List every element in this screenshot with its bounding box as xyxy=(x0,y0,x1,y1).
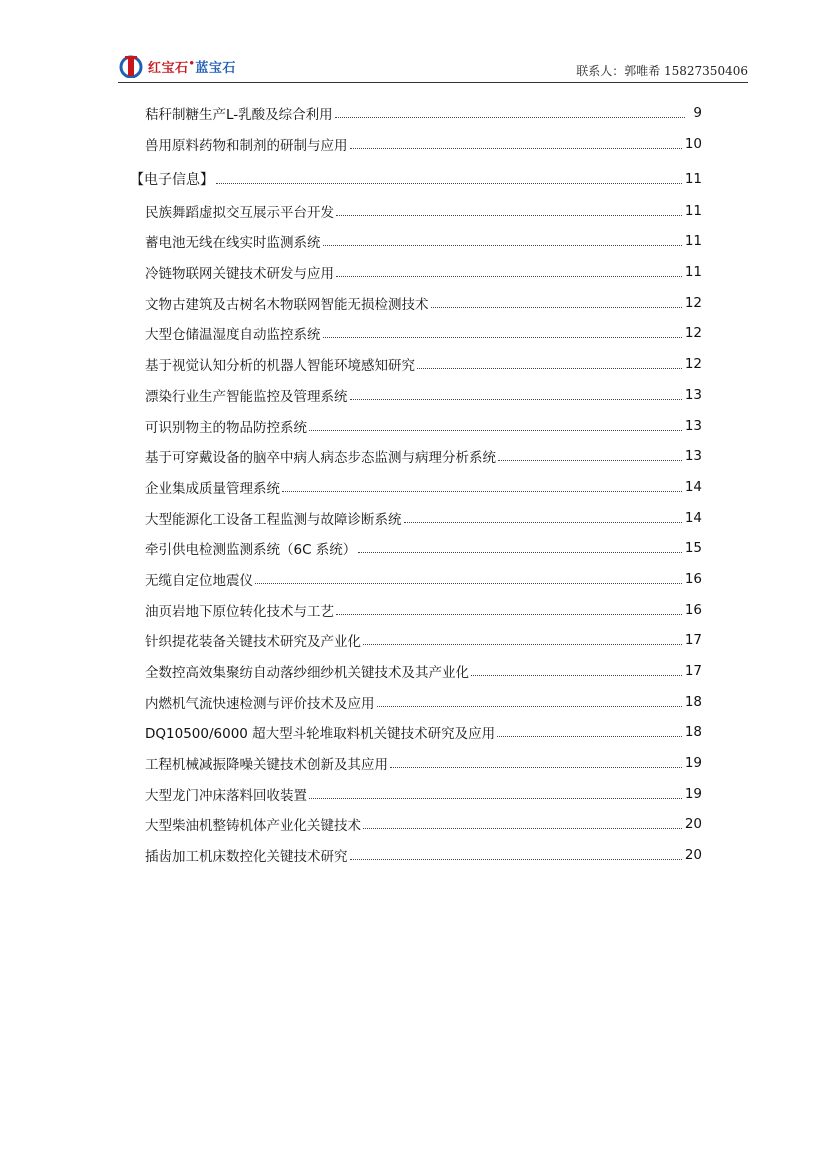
toc-entry[interactable] xyxy=(130,502,702,533)
contact-info: 联系人：郭唯希 15827350406 xyxy=(576,64,748,78)
toc-entry[interactable] xyxy=(130,195,702,226)
toc-entry[interactable] xyxy=(130,287,702,318)
toc-entry-title: 【电子信息】 xyxy=(130,172,214,189)
toc-entry-title: DQ10500/6000 超大型斗轮堆取料机关键技术研究及应用 xyxy=(145,726,496,743)
toc-entry[interactable] xyxy=(130,380,702,411)
toc-entry[interactable] xyxy=(130,717,702,748)
toc-entry[interactable] xyxy=(130,656,702,687)
toc-entry-title: 大型能源化工设备工程监测与故障诊断系统 xyxy=(145,511,402,528)
toc-entry[interactable] xyxy=(130,748,702,779)
toc-entry[interactable] xyxy=(130,625,702,656)
logo-mark-icon xyxy=(118,54,144,78)
toc-dot-leader xyxy=(336,214,682,216)
toc-page-number: 18 xyxy=(684,693,702,710)
toc-entry[interactable] xyxy=(130,410,702,441)
toc-page-number: 17 xyxy=(684,663,702,680)
toc-page-number: 14 xyxy=(684,478,702,495)
toc-dot-leader xyxy=(390,766,682,768)
toc-dot-leader xyxy=(309,797,682,799)
toc-dot-leader xyxy=(282,490,682,492)
toc-dot-leader xyxy=(363,827,682,829)
toc-entry-title: 针织提花装备关键技术研究及产业化 xyxy=(145,634,361,651)
toc-page-number: 13 xyxy=(684,448,702,465)
table-of-contents xyxy=(130,98,702,871)
toc-dot-leader xyxy=(335,116,685,118)
toc-page-number: 19 xyxy=(684,785,702,802)
logo-text-dot: • xyxy=(188,58,196,70)
logo-text-blue: 蓝宝石 xyxy=(195,60,236,76)
toc-dot-leader xyxy=(350,858,682,860)
toc-dot-leader xyxy=(309,429,682,431)
toc-entry-title: 企业集成质量管理系统 xyxy=(145,480,280,497)
toc-page-number: 12 xyxy=(684,294,702,311)
toc-page-number: 11 xyxy=(684,233,702,250)
toc-dot-leader xyxy=(498,459,682,461)
toc-page-number: 11 xyxy=(684,264,702,281)
toc-entry[interactable] xyxy=(130,809,702,840)
toc-dot-leader xyxy=(350,398,682,400)
toc-entry-title: 可识别物主的物品防控系统 xyxy=(145,419,307,436)
toc-dot-leader xyxy=(336,613,682,615)
toc-dot-leader xyxy=(255,582,682,584)
toc-entry-title: 冷链物联网关键技术研发与应用 xyxy=(145,266,334,283)
toc-entry[interactable] xyxy=(130,318,702,349)
toc-page-number: 11 xyxy=(684,171,702,188)
toc-entry-title: 漂染行业生产智能监控及管理系统 xyxy=(145,388,348,405)
toc-entry-title: 兽用原料药物和制剂的研制与应用 xyxy=(145,138,348,155)
toc-page-number: 14 xyxy=(684,509,702,526)
toc-dot-leader xyxy=(363,643,682,645)
toc-entry[interactable] xyxy=(130,778,702,809)
toc-dot-leader xyxy=(404,521,682,523)
toc-entry[interactable] xyxy=(130,257,702,288)
toc-entry[interactable] xyxy=(130,533,702,564)
toc-dot-leader xyxy=(350,147,682,149)
toc-dot-leader xyxy=(417,367,682,369)
toc-entry[interactable] xyxy=(130,840,702,871)
toc-entry-title: 大型仓储温湿度自动监控系统 xyxy=(145,327,321,344)
toc-dot-leader xyxy=(336,275,682,277)
toc-page-number: 12 xyxy=(684,356,702,373)
toc-entry-title: 基于视觉认知分析的机器人智能环境感知研究 xyxy=(145,358,415,375)
page-header xyxy=(118,50,748,83)
toc-page-number: 17 xyxy=(684,632,702,649)
toc-entry-title: 大型柴油机整铸机体产业化关键技术 xyxy=(145,818,361,835)
toc-entry[interactable] xyxy=(130,594,702,625)
toc-page-number: 16 xyxy=(684,570,702,587)
toc-entry[interactable] xyxy=(130,98,702,129)
toc-dot-leader xyxy=(358,551,682,553)
toc-entry[interactable] xyxy=(130,686,702,717)
toc-page-number: 11 xyxy=(684,202,702,219)
toc-page-number: 10 xyxy=(684,136,702,153)
toc-page-number: 13 xyxy=(684,417,702,434)
toc-page-number: 19 xyxy=(684,755,702,772)
toc-dot-leader xyxy=(323,336,682,338)
toc-entry-title: 插齿加工机床数控化关键技术研究 xyxy=(145,849,348,866)
toc-dot-leader xyxy=(377,705,682,707)
logo-text-red: 红宝石 xyxy=(148,60,189,76)
toc-page-number: 13 xyxy=(684,386,702,403)
toc-page-number: 15 xyxy=(684,540,702,557)
toc-entry-title: 秸秆制糖生产L-乳酸及综合利用 xyxy=(145,107,333,124)
toc-entry-title: 牵引供电检测监测系统（6C 系统） xyxy=(145,542,357,559)
toc-dot-leader xyxy=(497,735,682,737)
toc-entry-title: 无缆自定位地震仪 xyxy=(145,572,253,589)
toc-entry[interactable] xyxy=(130,472,702,503)
toc-entry[interactable] xyxy=(130,349,702,380)
toc-dot-leader xyxy=(323,244,682,246)
toc-page-number: 20 xyxy=(684,816,702,833)
toc-page-number: 9 xyxy=(693,105,702,122)
toc-dot-leader xyxy=(431,306,682,308)
toc-entry[interactable] xyxy=(130,564,702,595)
toc-entry[interactable] xyxy=(130,226,702,257)
toc-entry[interactable] xyxy=(130,129,702,160)
logo-text xyxy=(148,57,236,76)
toc-entry-title: 基于可穿戴设备的脑卒中病人病态步态监测与病理分析系统 xyxy=(145,450,496,467)
toc-entry-title: 民族舞蹈虚拟交互展示平台开发 xyxy=(145,204,334,221)
toc-entry-title: 文物古建筑及古树名木物联网智能无损检测技术 xyxy=(145,296,429,313)
toc-page-number: 18 xyxy=(684,724,702,741)
toc-section-heading[interactable] xyxy=(130,163,702,195)
toc-dot-leader xyxy=(216,182,682,184)
toc-entry[interactable] xyxy=(130,441,702,472)
toc-page-number: 16 xyxy=(684,601,702,618)
toc-entry-title: 大型龙门冲床落料回收装置 xyxy=(145,787,307,804)
toc-page-number: 12 xyxy=(684,325,702,342)
toc-dot-leader xyxy=(471,674,682,676)
toc-page-number: 20 xyxy=(684,847,702,864)
toc-entry-title: 油页岩地下原位转化技术与工艺 xyxy=(145,603,334,620)
toc-entry-title: 全数控高效集聚纺自动落纱细纱机关键技术及其产业化 xyxy=(145,665,469,682)
toc-entry-title: 工程机械减振降噪关键技术创新及其应用 xyxy=(145,757,388,774)
toc-entry-title: 蓄电池无线在线实时监测系统 xyxy=(145,235,321,252)
toc-entry-title: 内燃机气流快速检测与评价技术及应用 xyxy=(145,695,375,712)
company-logo xyxy=(118,54,236,78)
